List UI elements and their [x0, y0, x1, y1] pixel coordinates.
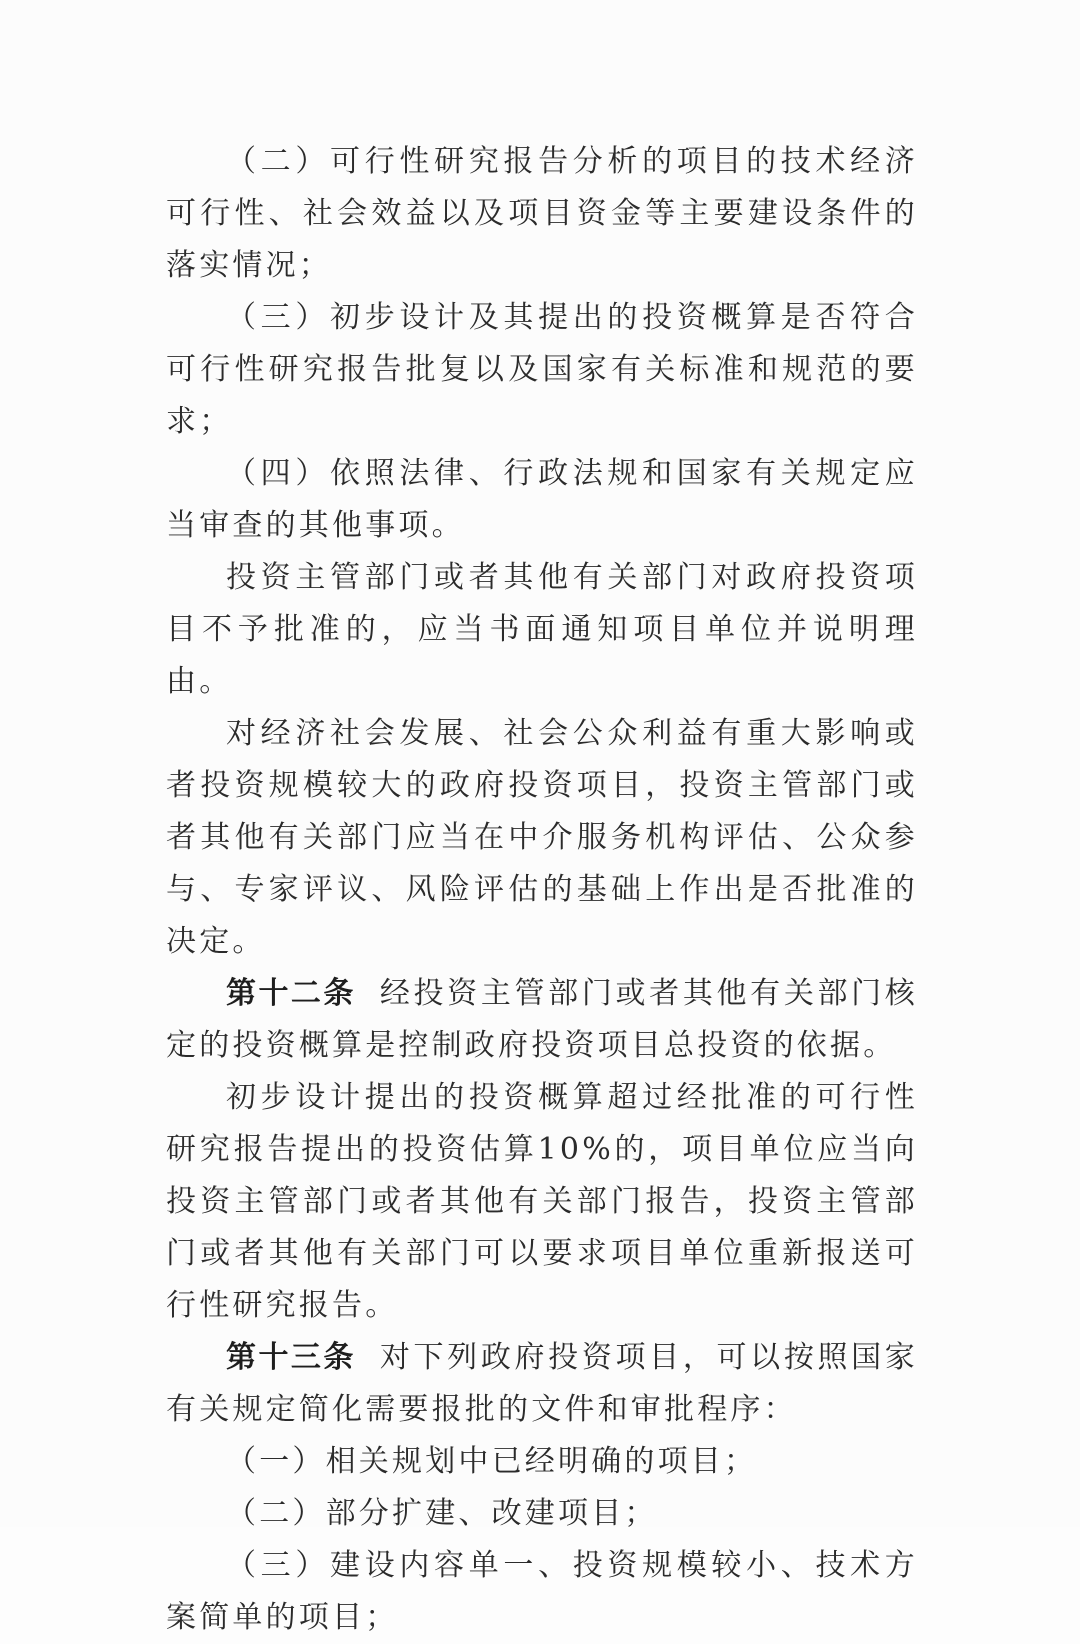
document-body	[166, 136, 918, 1644]
article-13	[166, 1332, 918, 1436]
article-13-text: 对下列政府投资项目，可以按照国家有关规定简化需要报批的文件和审批程序：	[166, 1340, 919, 1427]
paragraph-budget-overrun	[166, 1072, 918, 1332]
paragraph-text: （三）建设内容单一、投资规模较小、技术方案简单的项目；	[166, 1548, 918, 1635]
article-12	[166, 968, 918, 1072]
paragraph-disapproval-notice	[166, 552, 918, 708]
article-12-text: 经投资主管部门或者其他有关部门核定的投资概算是控制政府投资项目总投资的依据。	[166, 976, 919, 1063]
article-13-item-1	[166, 1436, 918, 1488]
paragraph-item-2	[166, 136, 918, 292]
paragraph-text: 对经济社会发展、社会公众利益有重大影响或者投资规模较大的政府投资项目，投资主管部门或者其他有关部门应当在中介服务机构评估、公众参与、专家评议、风险评估的基础上作出是否批准的决定。	[166, 716, 918, 959]
paragraph-text: （二）部分扩建、改建项目；	[226, 1496, 658, 1531]
paragraph-text: （四）依照法律、行政法规和国家有关规定应当审查的其他事项。	[166, 456, 918, 543]
paragraph-major-projects	[166, 708, 918, 968]
article-13-heading: 第十三条	[226, 1340, 356, 1375]
paragraph-text: （三）初步设计及其提出的投资概算是否符合可行性研究报告批复以及国家有关标准和规范的要求；	[166, 300, 918, 439]
paragraph-text: 初步设计提出的投资概算超过经批准的可行性研究报告提出的投资估算10%的，项目单位应当向投资主管部门或者其他有关部门报告，投资主管部门或者其他有关部门可以要求项目单位重新报送可行性研究报告。	[166, 1080, 918, 1323]
paragraph-item-3	[166, 292, 918, 448]
paragraph-text: （一）相关规划中已经明确的项目；	[226, 1444, 758, 1479]
paragraph-item-4	[166, 448, 918, 552]
article-13-item-2	[166, 1488, 918, 1540]
article-12-heading: 第十二条	[226, 976, 356, 1011]
article-13-item-3	[166, 1540, 918, 1644]
paragraph-text: （二）可行性研究报告分析的项目的技术经济可行性、社会效益以及项目资金等主要建设条件的落实情况；	[166, 144, 918, 283]
paragraph-text: 投资主管部门或者其他有关部门对政府投资项目不予批准的，应当书面通知项目单位并说明理由。	[166, 560, 918, 699]
